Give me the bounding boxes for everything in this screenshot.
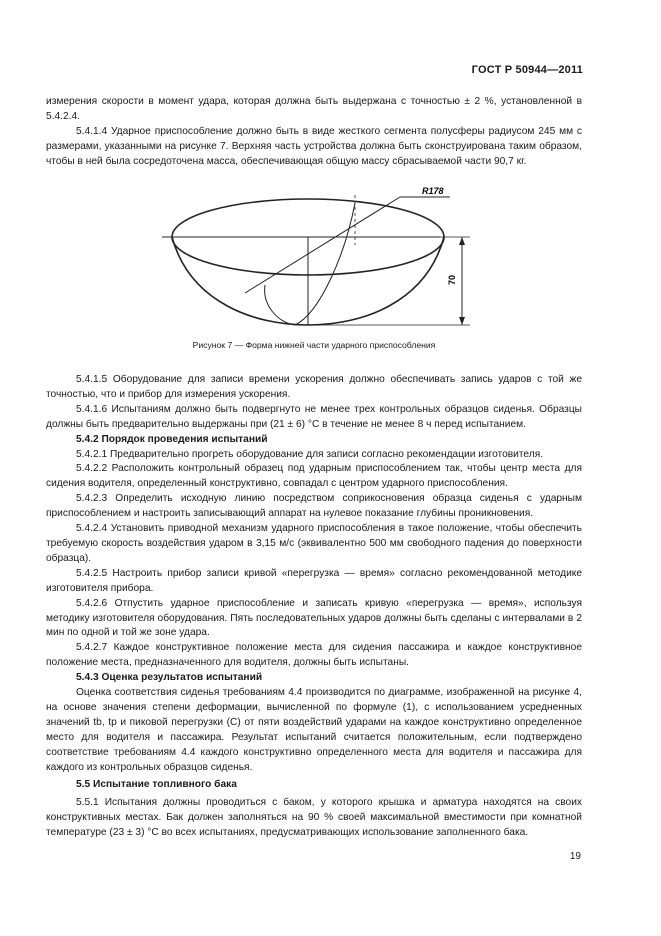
paragraph: Оценка соответствия сиденья требованиям 4.4 производится по диаграмме, изображенной на рисунке 4, на основе значения степени деформации, вычисленной по формуле (1), с использованием усредненных значений tb, tp и пиковой перегрузки (С) от пяти воздействий ударами на каждое конструктивно определенное место для водителя и пассажира. Результат испытаний считается положительным, если подтверждено соответствие требованиям 4.4 каждого конструктивно определенного места для водителя и пассажира для каждого из контрольных образцов сиденья. <box>46 687 582 773</box>
top-text-block <box>46 95 582 170</box>
figure-caption: Рисунок 7 — Форма нижней части ударного приспособления <box>192 340 436 350</box>
hemisphere-drawing <box>150 185 480 335</box>
dim-arrow-bottom <box>459 317 465 325</box>
paragraph: 5.4.2.6 Отпустить ударное приспособление и записать кривую «перегрузка — время», используя методику изготовителя оборудования. Пять последовательных ударов должны быть сделаны с интервалами в 2 мин по одной и той же зоне удара. <box>46 597 582 639</box>
section-heading: 5.4.2 Порядок проведения испытаний <box>76 433 268 445</box>
section-heading: 5.4.3 Оценка результатов испытаний <box>76 672 263 684</box>
paragraph: 5.4.2.3 Определить исходную линию посредством соприкосновения образца сиденья с ударным приспособлением и настроить записывающий аппарат на нулевое показание глубины проникновения. <box>46 493 582 520</box>
paragraph: 5.4.1.5 Оборудование для записи времени ускорения должно обеспечивать запись ударов с той же точностью, что и прибор для измерения ускорения. <box>46 374 582 400</box>
paragraph: 5.5.1 Испытания должны проводиться с баком, у которого крышка и арматура находятся на своих конструктивных местах. Бак должен заполняться на 90 % своей максимальной вместимости при комнатной температуре (23 ± 3) °С во всех испытаниях, предусматривающих использование заполненного бака. <box>46 797 582 839</box>
paragraph: 5.4.2.5 Настроить прибор записи кривой «перегрузка — время» согласно рекомендованной методике изготовителя прибора. <box>46 567 582 594</box>
paragraph: 5.4.2.1 Предварительно прогреть оборудование для записи согласно рекомендации изготовителя. <box>76 448 544 460</box>
dim-arrow-top <box>459 237 465 245</box>
hemisphere-figure <box>150 185 480 340</box>
paragraph: 5.4.1.6 Испытаниям должно быть подвергнуто не менее трех контрольных образцов сиденья. Образцы должны быть предварительно выдержаны при (21 ± 6) °С в течение не менее 8 ч перед испытанием. <box>46 403 582 430</box>
section-heading: 5.5 Испытание топливного бака <box>76 779 237 791</box>
paragraph: 5.4.2.2 Расположить контрольный образец под ударным приспособлением так, чтобы центр места для сидения водителя, определенный конструктивно, совпадал с центром ударного приспособления. <box>46 463 582 490</box>
paragraph: 5.4.2.4 Установить приводной механизм ударного приспособления в такое положение, чтобы обеспечить требуемую скорость воздействия ударом в 3,15 м/с (эквивалентно 500 мм свободного падения до поверхности образца). <box>46 523 582 564</box>
radius-label: R178 <box>422 186 444 196</box>
paragraph: 5.4.1.4 Ударное приспособление должно быть в виде жесткого сегмента полусферы радиусом 245 мм с размерами, указанными на рисунке 7. Верхняя часть устройства должна быть сконструирована таким образом, чтобы в ней была сосредоточена масса, обеспечивающая общую массу сбрасываемой части 90,7 кг. <box>46 125 582 167</box>
main-text-block <box>46 373 582 841</box>
meridian-curve <box>265 203 355 325</box>
document-header: ГОСТ Р 50944—2011 <box>471 64 583 76</box>
radius-line <box>245 197 400 293</box>
paragraph: измерения скорости в момент удара, которая должна быть выдержана с точностью ± 2 %, установленной в 5.4.2.4. <box>46 96 582 122</box>
paragraph: 5.4.2.7 Каждое конструктивное положение места для сидения пассажира и каждое конструктивное положение места, предназначенного для водителя, должны быть испытаны. <box>46 642 582 669</box>
page-number: 19 <box>569 851 581 862</box>
height-label: 70 <box>447 274 457 285</box>
